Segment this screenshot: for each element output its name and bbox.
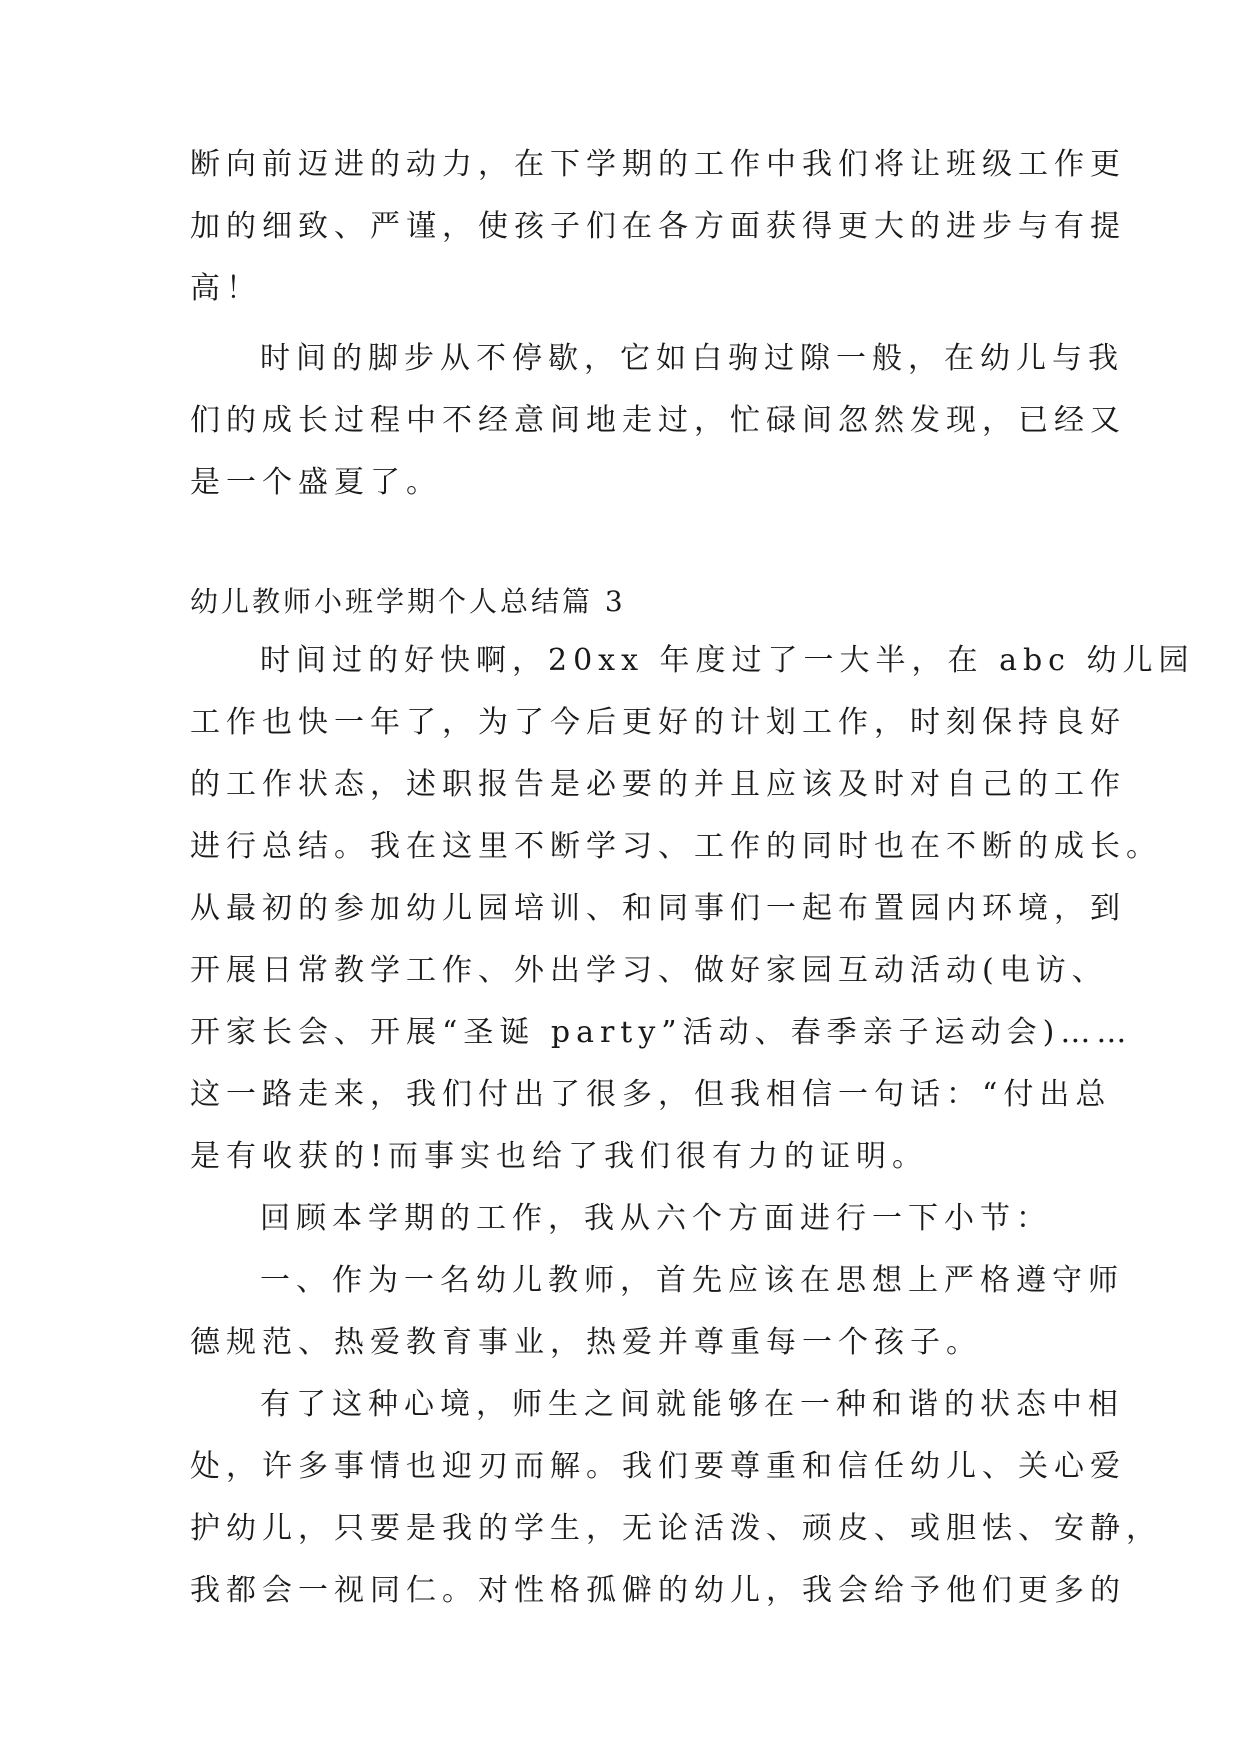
text-line: 我都会一视同仁。对性格孤僻的幼儿，我会给予他们更多的: [190, 1573, 1126, 1608]
text-line: 一、作为一名幼儿教师，首先应该在思想上严格遵守师: [260, 1263, 1124, 1298]
text-line: 工作也快一年了，为了今后更好的计划工作，时刻保持良好: [190, 705, 1126, 740]
text-line: 是有收获的!而事实也给了我们很有力的证明。: [190, 1139, 929, 1174]
text-line: 加的细致、严谨，使孩子们在各方面获得更大的进步与有提: [190, 209, 1126, 244]
text-line: 断向前迈进的动力，在下学期的工作中我们将让班级工作更: [190, 147, 1126, 182]
text-line: 回顾本学期的工作，我从六个方面进行一下小节：: [260, 1201, 1052, 1236]
text-line: 开家长会、开展“圣诞 party”活动、春季亲子运动会)……: [190, 1015, 1133, 1050]
text-line: 高！: [190, 271, 262, 306]
text-line: 这一路走来，我们付出了很多，但我相信一句话：“付出总: [190, 1077, 1112, 1112]
text-line: 们的成长过程中不经意间地走过，忙碌间忽然发现，已经又: [190, 403, 1126, 438]
text-line: 从最初的参加幼儿园培训、和同事们一起布置园内环境，到: [190, 891, 1126, 926]
paragraph-continuation: [190, 134, 1126, 320]
text-line: 开展日常教学工作、外出学习、做好家园互动活动(电访、: [190, 953, 1108, 988]
paragraph-time-passing: [190, 328, 1126, 514]
paragraph-review: [190, 1188, 1052, 1250]
text-line: 有了这种心境，师生之间就能够在一种和谐的状态中相: [260, 1387, 1124, 1422]
text-line: 的工作状态，述职报告是必要的并且应该及时对自己的工作: [190, 767, 1126, 802]
section-title: 幼儿教师小班学期个人总结篇 3: [190, 585, 626, 618]
text-line: 时间过的好快啊，20xx 年度过了一大半，在 abc 幼儿园: [260, 643, 1195, 678]
text-line: 护幼儿，只要是我的学生，无论活泼、顽皮、或胆怯、安静，: [190, 1511, 1162, 1546]
text-line: 进行总结。我在这里不断学习、工作的同时也在不断的成长。: [190, 829, 1162, 864]
text-line: 是一个盛夏了。: [190, 465, 442, 500]
text-line: 德规范、热爱教育事业，热爱并尊重每一个孩子。: [190, 1325, 982, 1360]
text-line: 时间的脚步从不停歇，它如白驹过隙一般，在幼儿与我: [260, 341, 1124, 376]
text-line: 处，许多事情也迎刃而解。我们要尊重和信任幼儿、关心爱: [190, 1449, 1126, 1484]
paragraph-intro: [190, 630, 1195, 1188]
paragraph-point-one: [190, 1250, 1124, 1374]
paragraph-mindset: [190, 1374, 1162, 1622]
